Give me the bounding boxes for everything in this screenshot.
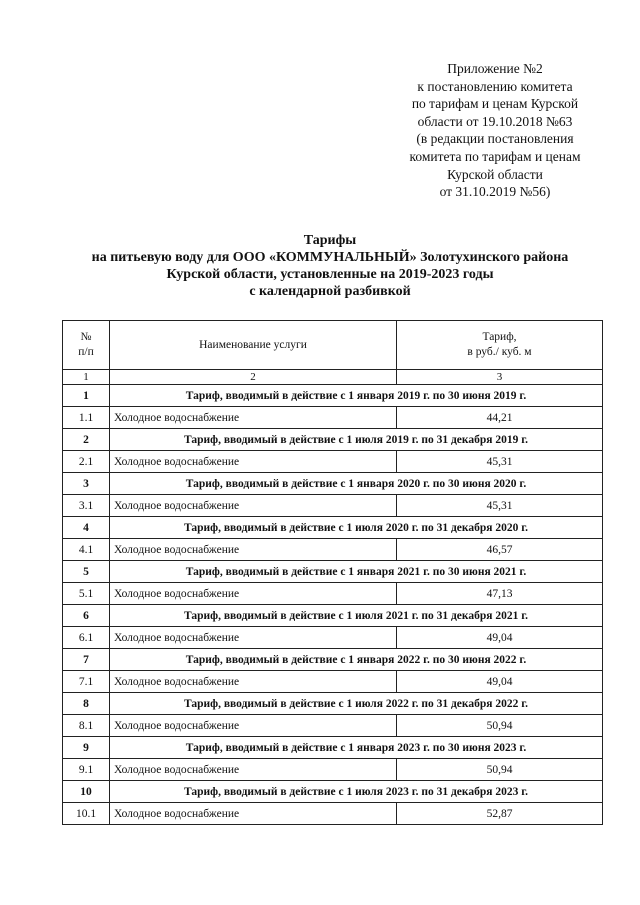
item-number: 6.1 — [63, 627, 110, 649]
period-title: Тариф, вводимый в действие с 1 июля 2021 г. по 31 декабря 2021 г. — [110, 605, 603, 627]
item-number: 8.1 — [63, 715, 110, 737]
tariff-value: 44,21 — [397, 407, 603, 429]
column-index-row — [63, 370, 603, 385]
service-name: Холодное водоснабжение — [110, 715, 397, 737]
appendix-line: по тарифам и ценам Курской — [411, 96, 579, 112]
period-row — [63, 517, 603, 539]
appendix-line: Приложение №2 — [447, 61, 543, 76]
period-row — [63, 693, 603, 715]
period-title: Тариф, вводимый в действие с 1 января 2022 г. по 30 июня 2022 г. — [110, 649, 603, 671]
item-number: 2.1 — [63, 451, 110, 473]
tariff-value: 49,04 — [397, 671, 603, 693]
period-row — [63, 473, 603, 495]
title-line: с календарной разбивкой — [249, 284, 411, 299]
tariff-value: 52,87 — [397, 803, 603, 825]
header-num-cell — [63, 321, 110, 370]
period-number: 8 — [63, 693, 110, 715]
period-number: 6 — [63, 605, 110, 627]
period-title: Тариф, вводимый в действие с 1 января 2020 г. по 30 июня 2020 г. — [110, 473, 603, 495]
table-row — [63, 803, 603, 825]
period-number: 10 — [63, 781, 110, 803]
document-title — [40, 232, 620, 300]
item-number: 1.1 — [63, 407, 110, 429]
tariff-value: 50,94 — [397, 715, 603, 737]
service-name: Холодное водоснабжение — [110, 407, 397, 429]
tariff-value: 46,57 — [397, 539, 603, 561]
period-row — [63, 781, 603, 803]
period-number: 2 — [63, 429, 110, 451]
header-price-cell — [397, 321, 603, 370]
service-name: Холодное водоснабжение — [110, 539, 397, 561]
table-row — [63, 407, 603, 429]
period-title: Тариф, вводимый в действие с 1 января 2021 г. по 30 июня 2021 г. — [110, 561, 603, 583]
tariff-value: 49,04 — [397, 627, 603, 649]
service-name: Холодное водоснабжение — [110, 803, 397, 825]
appendix-note — [395, 60, 595, 201]
tariff-value: 50,94 — [397, 759, 603, 781]
period-title: Тариф, вводимый в действие с 1 июля 2022 г. по 31 декабря 2022 г. — [110, 693, 603, 715]
header-price-line: в руб./ куб. м — [467, 346, 532, 358]
tariff-value: 47,13 — [397, 583, 603, 605]
period-row — [63, 385, 603, 407]
period-number: 5 — [63, 561, 110, 583]
title-line: Тарифы — [303, 233, 357, 248]
title-line: на питьевую воду для ООО «КОММУНАЛЬНЫЙ» Золотухинского района — [91, 250, 569, 265]
table-row — [63, 539, 603, 561]
period-row — [63, 561, 603, 583]
title-line: Курской области, установленные на 2019-2023 годы — [166, 267, 494, 282]
period-row — [63, 737, 603, 759]
item-number: 3.1 — [63, 495, 110, 517]
service-name: Холодное водоснабжение — [110, 583, 397, 605]
tariff-value: 45,31 — [397, 451, 603, 473]
period-number: 3 — [63, 473, 110, 495]
table-row — [63, 583, 603, 605]
header-num-line: № — [80, 331, 92, 343]
item-number: 5.1 — [63, 583, 110, 605]
period-number: 4 — [63, 517, 110, 539]
service-name: Холодное водоснабжение — [110, 627, 397, 649]
item-number: 9.1 — [63, 759, 110, 781]
period-title: Тариф, вводимый в действие с 1 июля 2023 г. по 31 декабря 2023 г. — [110, 781, 603, 803]
table-row — [63, 495, 603, 517]
header-name-cell: Наименование услуги — [110, 321, 397, 370]
tariff-value: 45,31 — [397, 495, 603, 517]
item-number: 10.1 — [63, 803, 110, 825]
period-number: 9 — [63, 737, 110, 759]
period-row — [63, 429, 603, 451]
service-name: Холодное водоснабжение — [110, 671, 397, 693]
service-name: Холодное водоснабжение — [110, 451, 397, 473]
period-title: Тариф, вводимый в действие с 1 июля 2019 г. по 31 декабря 2019 г. — [110, 429, 603, 451]
column-index-cell: 2 — [110, 370, 397, 385]
period-title: Тариф, вводимый в действие с 1 июля 2020 г. по 31 декабря 2020 г. — [110, 517, 603, 539]
item-number: 7.1 — [63, 671, 110, 693]
table-row — [63, 451, 603, 473]
appendix-line: от 31.10.2019 №56) — [439, 184, 551, 200]
column-index-cell: 1 — [63, 370, 110, 385]
period-row — [63, 605, 603, 627]
column-index-cell: 3 — [397, 370, 603, 385]
service-name: Холодное водоснабжение — [110, 495, 397, 517]
period-title: Тариф, вводимый в действие с 1 января 2019 г. по 30 июня 2019 г. — [110, 385, 603, 407]
period-row — [63, 649, 603, 671]
appendix-line: комитета по тарифам и ценам — [409, 148, 581, 164]
appendix-line: Курской области — [447, 166, 543, 182]
table-header-row — [63, 321, 603, 370]
item-number: 4.1 — [63, 539, 110, 561]
appendix-line: (в редакции постановления — [416, 131, 574, 147]
appendix-line: к постановлению комитета — [417, 78, 573, 94]
header-price-line: Тариф, — [482, 331, 517, 343]
period-number: 1 — [63, 385, 110, 407]
service-name: Холодное водоснабжение — [110, 759, 397, 781]
table-row — [63, 759, 603, 781]
table-row — [63, 671, 603, 693]
period-number: 7 — [63, 649, 110, 671]
table-row — [63, 627, 603, 649]
header-num-line: п/п — [78, 346, 94, 358]
table-row — [63, 715, 603, 737]
period-title: Тариф, вводимый в действие с 1 января 2023 г. по 30 июня 2023 г. — [110, 737, 603, 759]
appendix-line: области от 19.10.2018 №63 — [417, 113, 573, 129]
tariff-table — [62, 320, 603, 825]
